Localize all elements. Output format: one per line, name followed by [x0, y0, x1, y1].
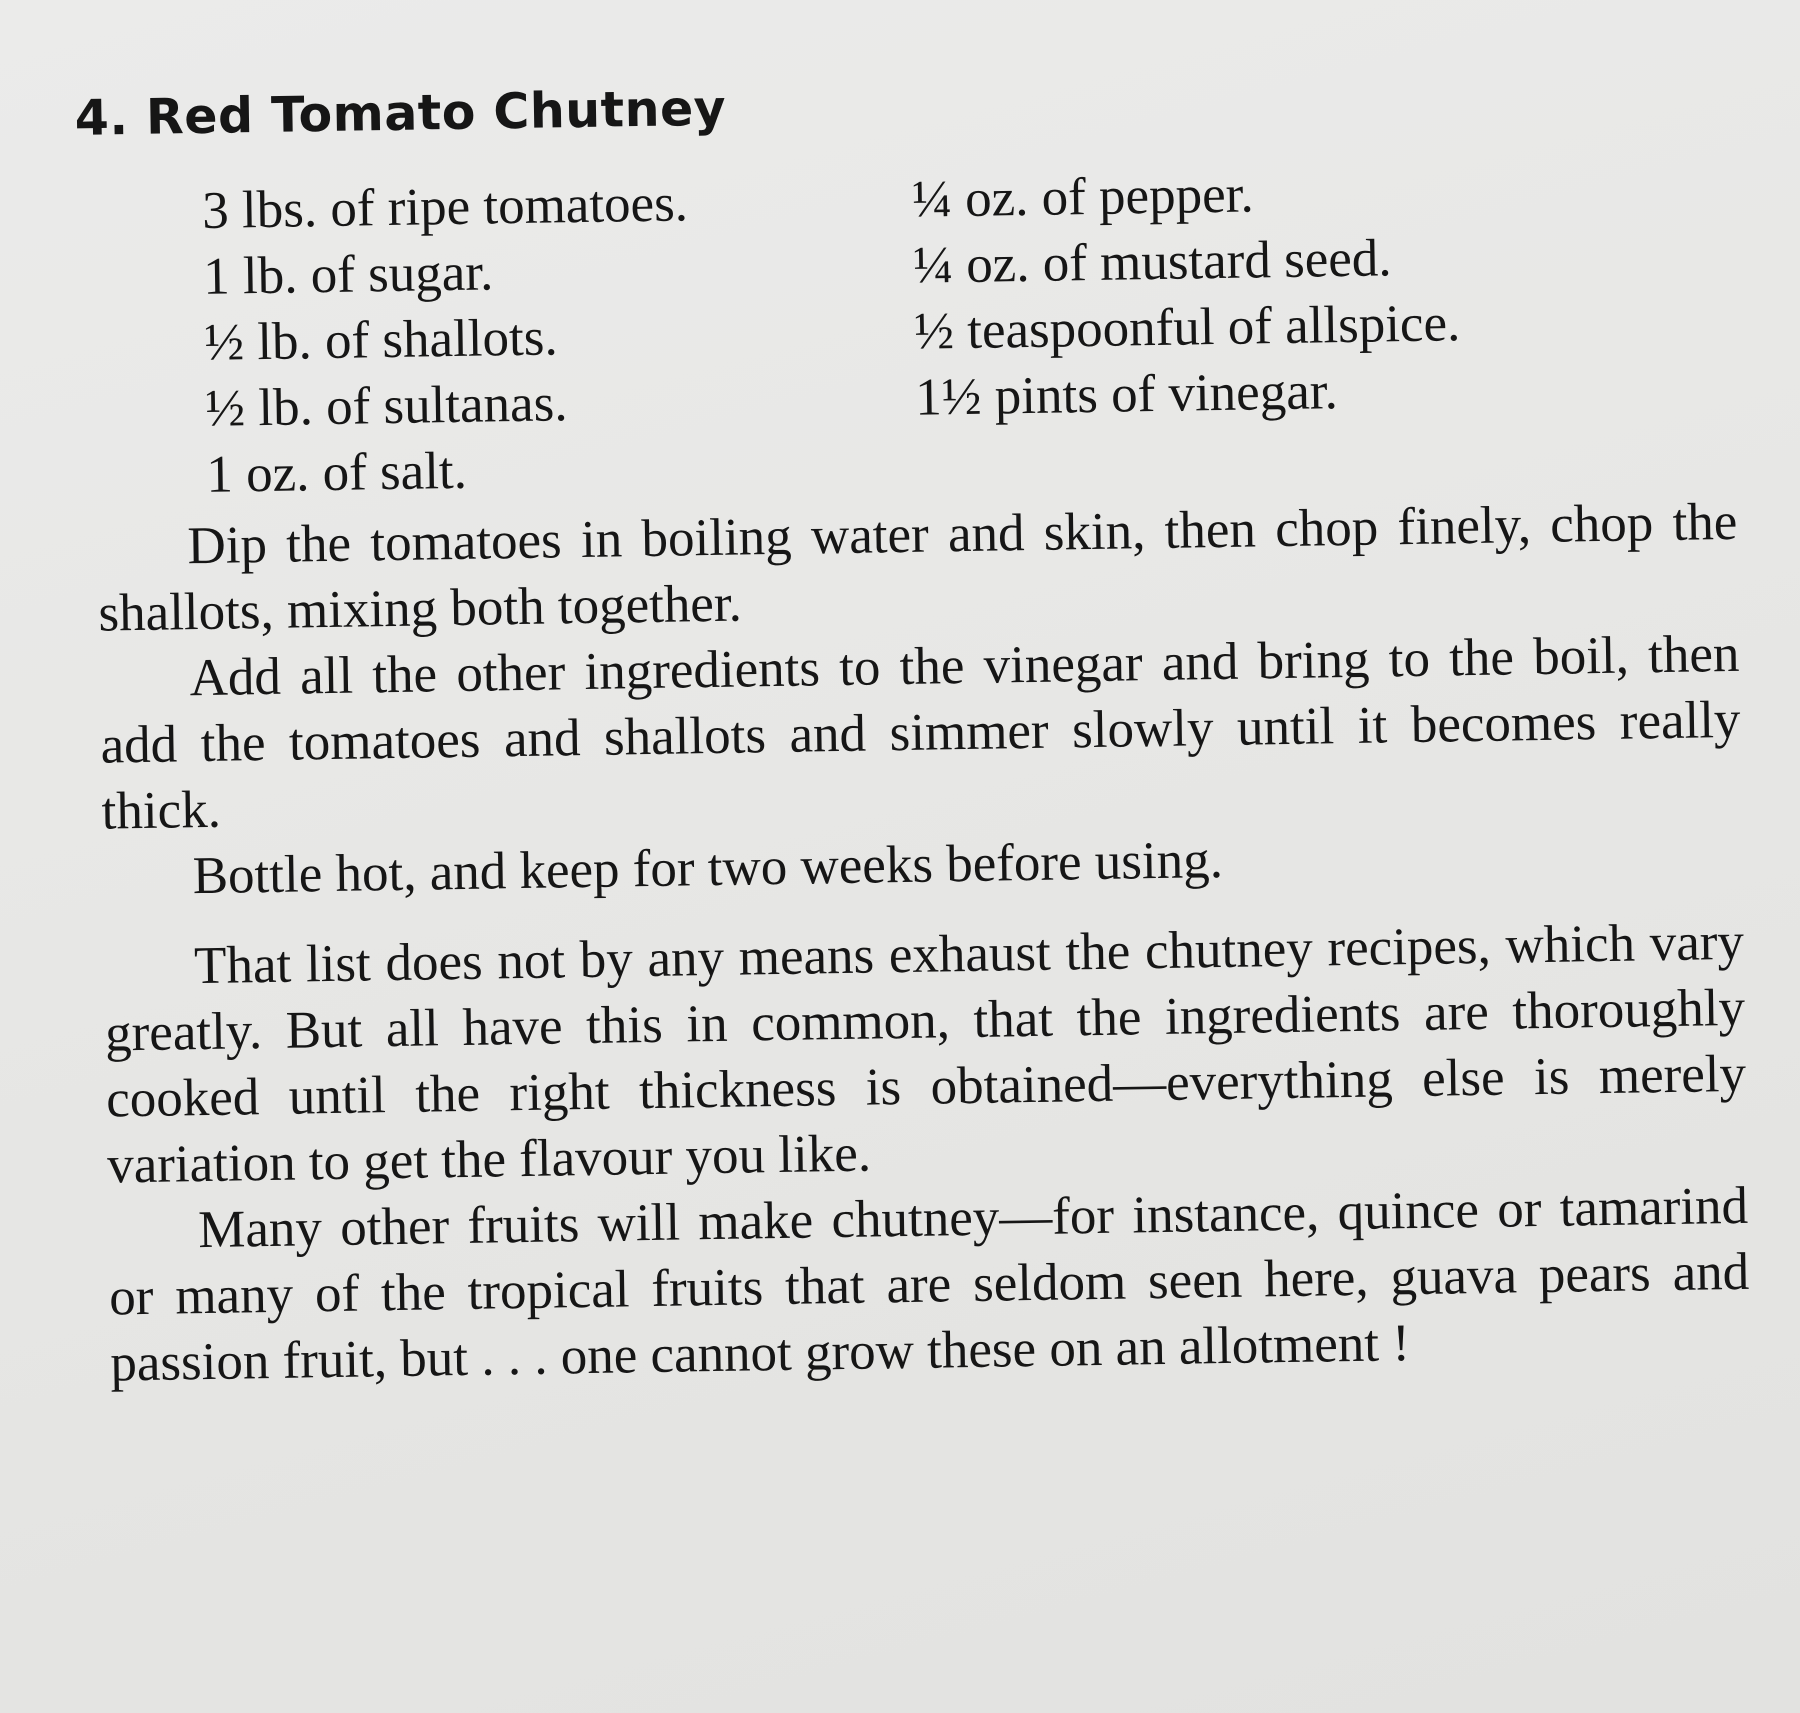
method-paragraph: Bottle hot, and keep for two weeks before using.: [192, 830, 1224, 906]
recipe-body: [97, 489, 1751, 1397]
ingredient-item: ½ teaspoonful of allspice.: [913, 294, 1461, 361]
page-text-block: [70, 43, 1760, 1393]
ingredients-list-left: [202, 170, 693, 508]
ingredient-item: ¼ oz. of mustard seed.: [912, 229, 1392, 295]
ingredient-item: ½ lb. of sultanas.: [204, 374, 568, 438]
ingredient-item: 3 lbs. of ripe tomatoes.: [201, 174, 689, 240]
ingredient-item: ½ lb. of shallots.: [203, 308, 559, 372]
ingredient-item: 1½ pints of vinegar.: [914, 362, 1339, 427]
method-paragraph: Add all the other ingredients to the vinegar and bring to the boil, then add the tomatoes and shallots and simmer slowly until it becomes really thick.: [100, 624, 1741, 841]
commentary-paragraph: That list does not by any means exhaust the chutney recipes, which vary greatly. But all have this in common, that the ingredients are thoroughly cooked until the right thickness is obtained—everything else is merely variation to get the flavour you like.: [104, 912, 1747, 1195]
ingredient-item: ¼ oz. of pepper.: [911, 165, 1255, 229]
ingredient-item: 1 lb. of sugar.: [202, 243, 494, 306]
ingredients-list-right: [912, 158, 1462, 431]
method-paragraph: Dip the tomatoes in boiling water and skin, then chop finely, chop the shallots, mixing both together.: [98, 492, 1738, 643]
commentary-paragraph: Many other fruits will make chutney—for instance, quince or tamarind or many of the tropical fruits that are seldom seen here, guava pears and passion fruit, but . . . one cannot grow these on an allotment !: [108, 1176, 1750, 1393]
recipe-title: 4. Red Tomato Chutney: [74, 79, 727, 147]
ingredient-item: 1 oz. of salt.: [205, 441, 468, 504]
